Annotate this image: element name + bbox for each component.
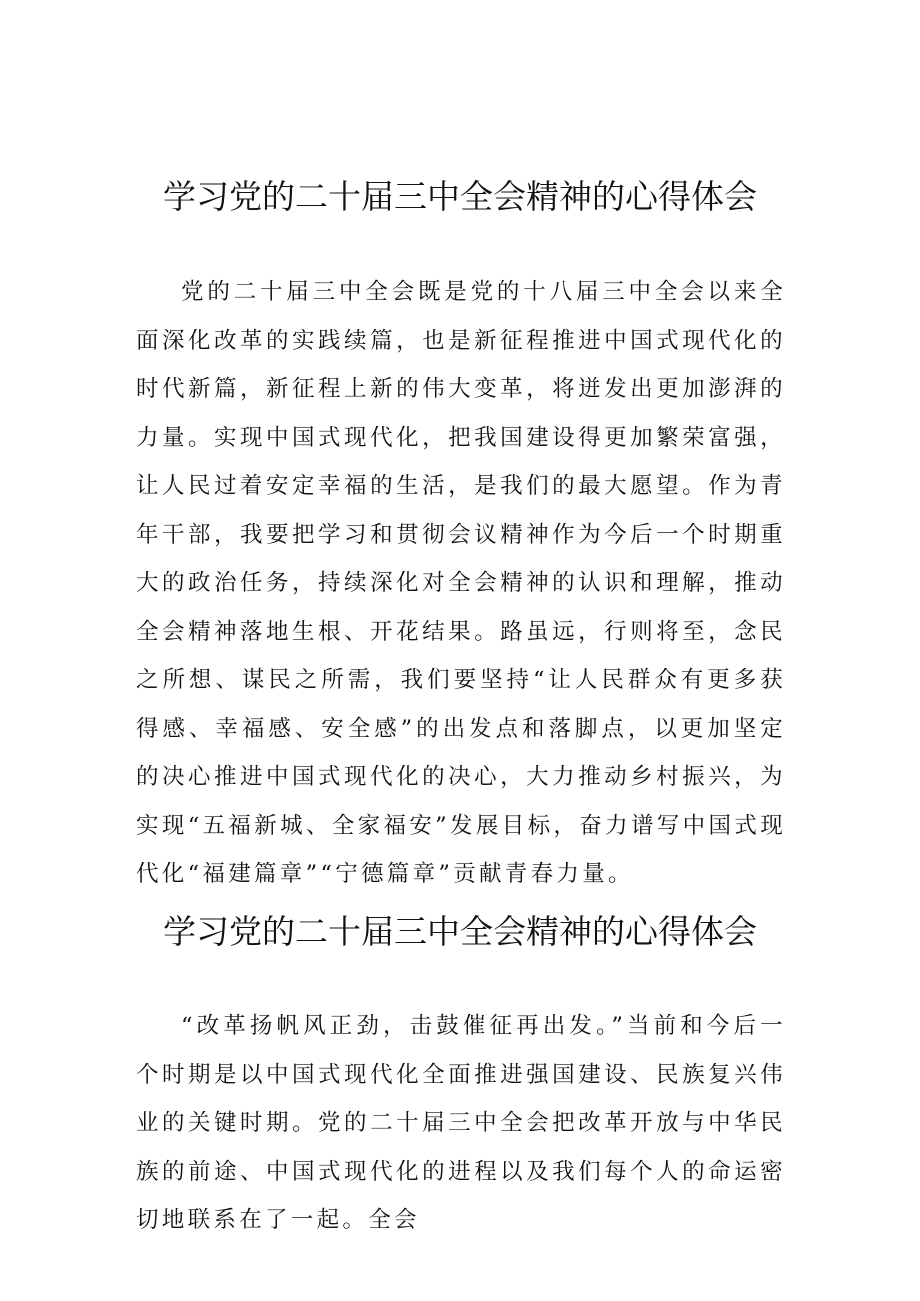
section-1-title: 学习党的二十届三中全会精神的心得体会 bbox=[163, 177, 757, 216]
section-1-paragraph: 党的二十届三中全会既是党的十八届三中全会以来全面深化改革的实践续篇，也是新征程推进中国式现代化的时代新篇，新征程上新的伟大变革，将迸发出更加澎湃的力量。实现中国式现代化，把我国建设得更加繁荣富强，让人民过着安定幸福的生活，是我们的最大愿望。作为青年干部，我要把学习和贯彻会议精神作为今后一个时期重大的政治任务，持续深化对全会精神的认识和理解，推动全会精神落地生根、开花结果。路虽远，行则将至，念民之所想、谋民之所需，我们要坚持“让人民群众有更多获得感、幸福感、安全感”的出发点和落脚点，以更加坚定的决心推进中国式现代化的决心，大力推动乡村振兴，为实现“五福新城、全家福安”发展目标，奋力谱写中国式现代化“福建篇章”“宁德篇章”贡献青春力量。 bbox=[136, 279, 786, 887]
section-2-title: 学习党的二十届三中全会精神的心得体会 bbox=[163, 912, 757, 951]
section-2-paragraph: “改革扬帆风正劲，击鼓催征再出发。”当前和今后一个时期是以中国式现代化全面推进强国建设、民族复兴伟业的关键时期。党的二十届三中全会把改革开放与中华民族的前途、中国式现代化的进程以及我们每个人的命运密切地联系在了一起。全会 bbox=[136, 1013, 786, 1233]
